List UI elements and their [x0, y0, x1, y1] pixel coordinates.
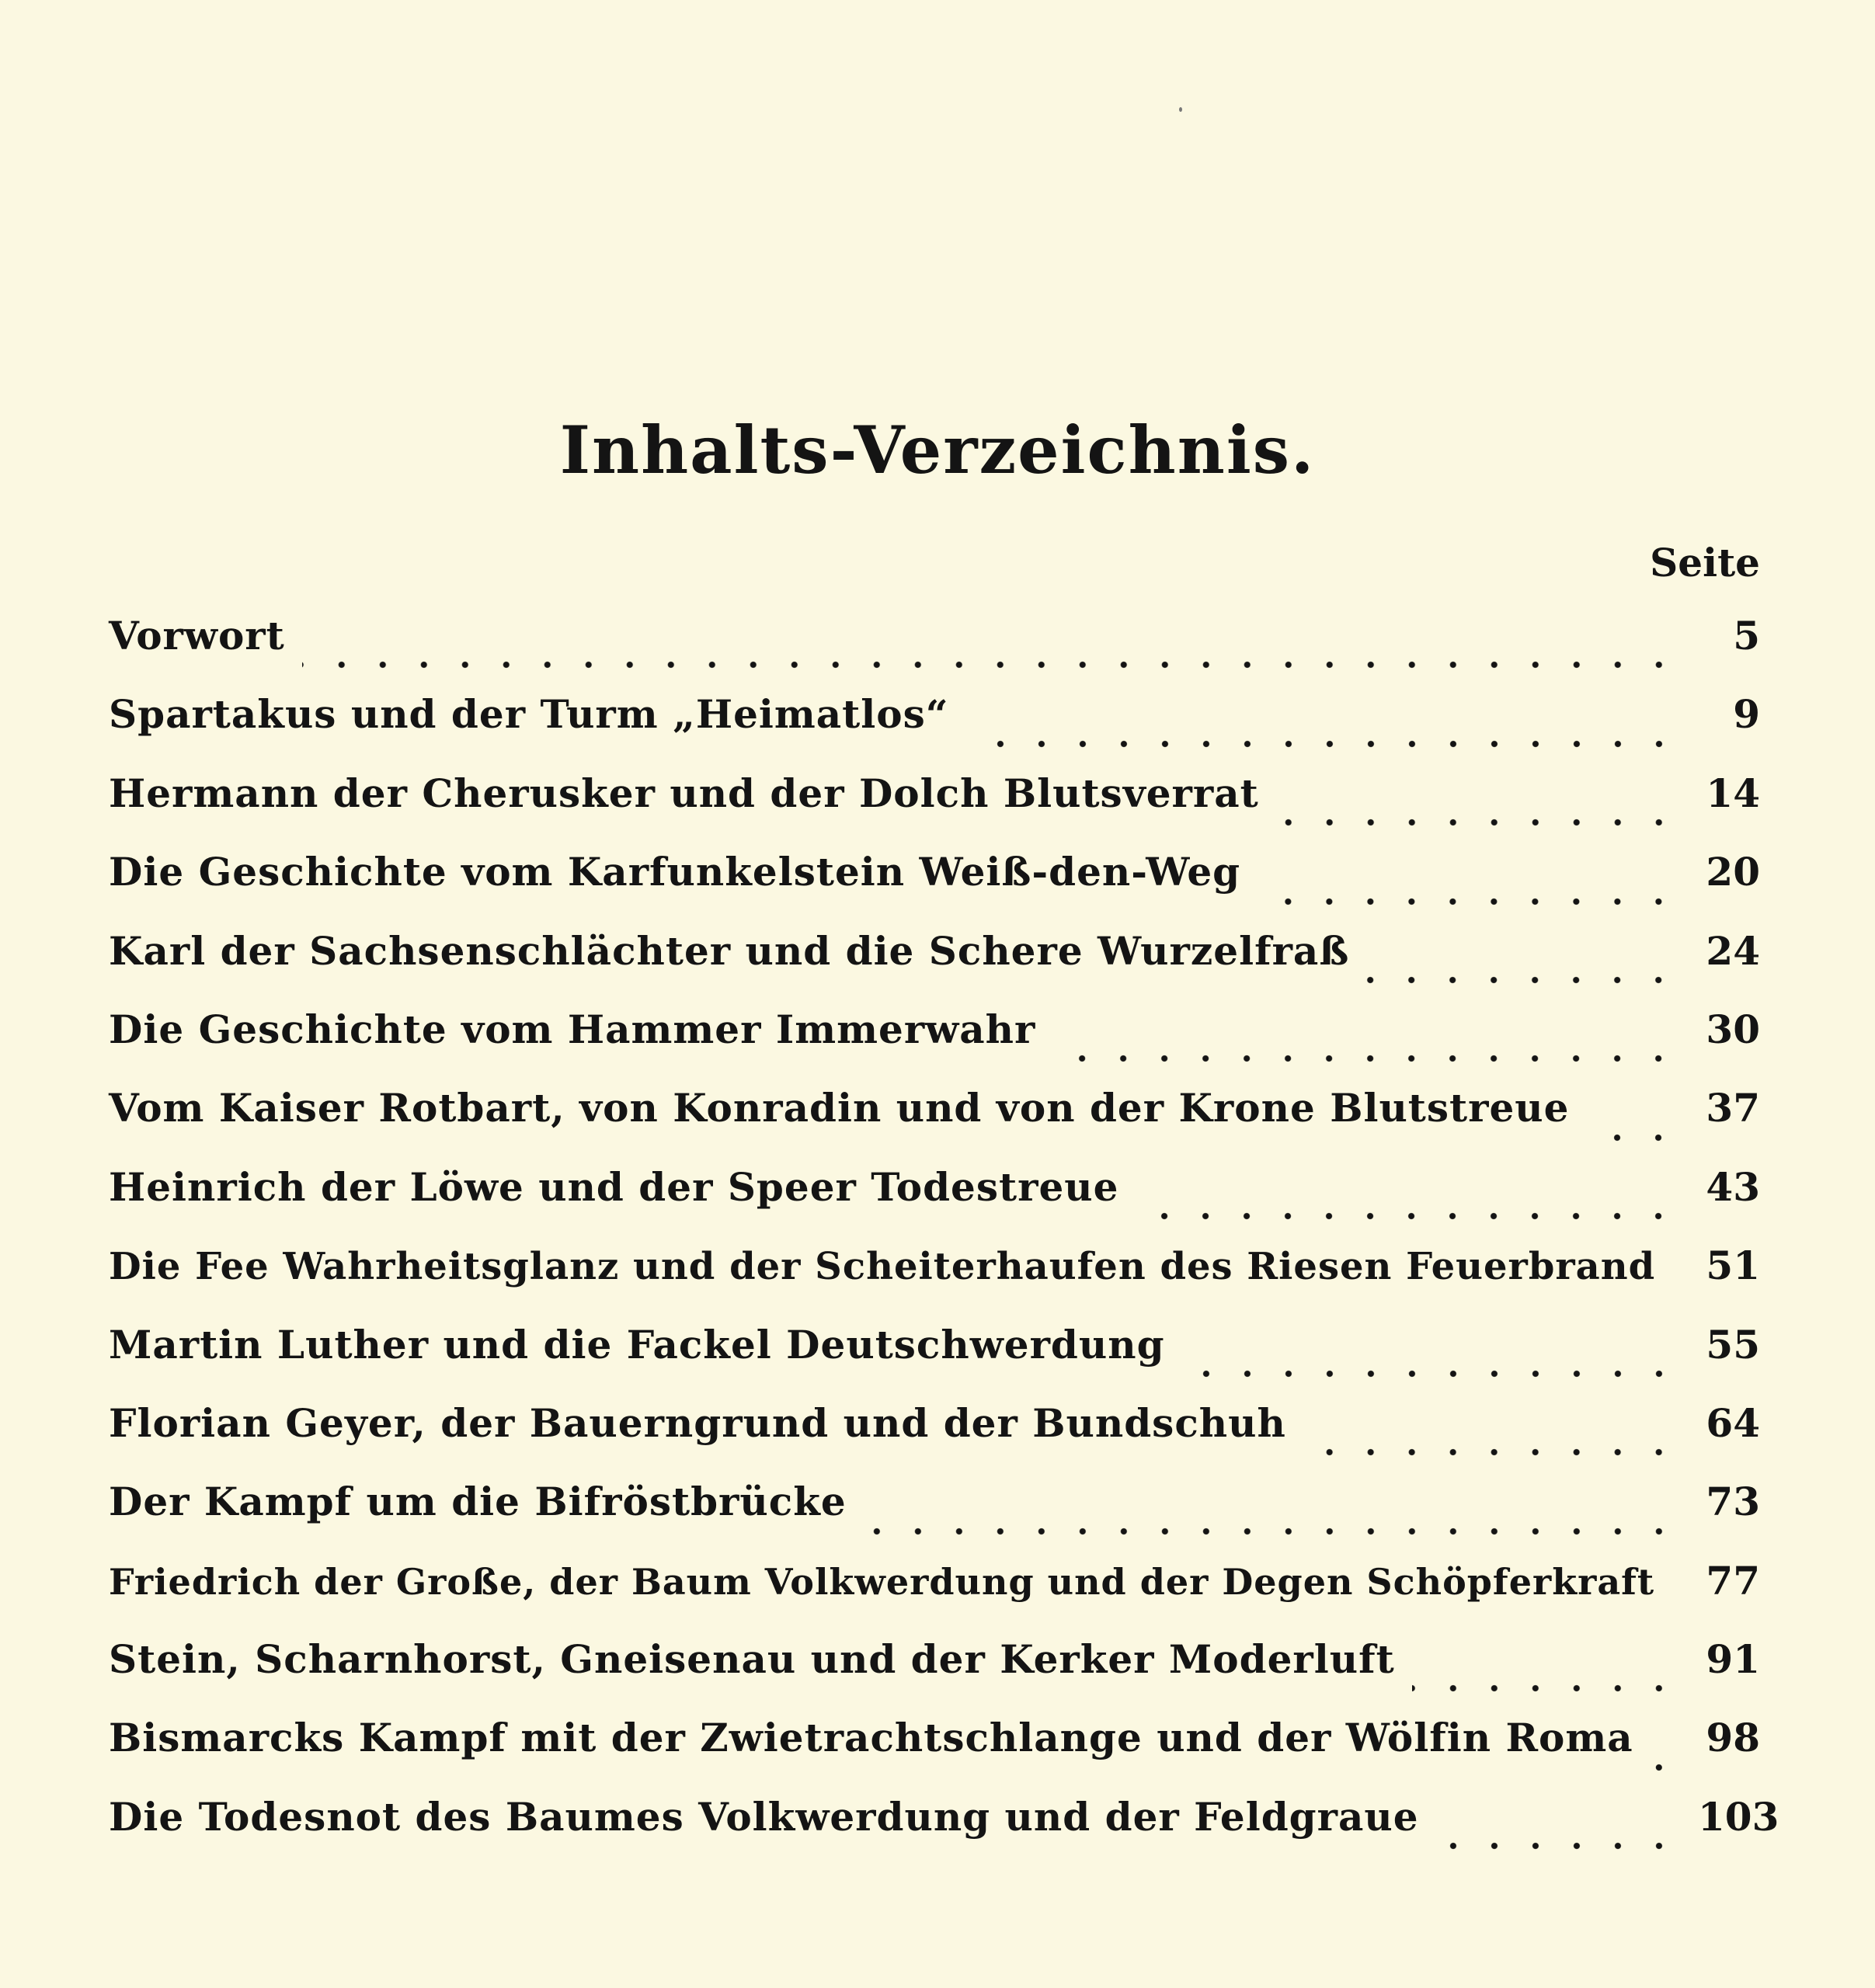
toc-entry-title: Die Fee Wahrheitsglanz und der Scheiterhaufen des Riesen Feuerbrand — [109, 1245, 1656, 1289]
toc-entry-page: 64 — [1706, 1399, 1760, 1446]
toc-entry — [109, 845, 1760, 923]
dot-leader — [1052, 1051, 1679, 1065]
toc-entry-title: Vom Kaiser Rotbart, von Konradin und von der Krone Blutstreue — [109, 1085, 1570, 1131]
toc-entry — [109, 924, 1760, 1003]
paper-speck — [1179, 107, 1182, 112]
dot-leader — [864, 1524, 1679, 1538]
toc-entry — [109, 1239, 1760, 1317]
dot-leader — [966, 737, 1679, 751]
toc-entry-title: Die Todesnot des Baumes Volkwerdung und der Feldgraue — [109, 1793, 1419, 1840]
page-column-header: Seite — [1650, 540, 1760, 586]
toc-entry-page: 14 — [1706, 770, 1760, 816]
toc-entry-title: Die Geschichte vom Hammer Immerwahr — [109, 1006, 1036, 1052]
toc-entry-title: Der Kampf um die Bifröstbrücke — [109, 1479, 847, 1525]
toc-entry-title: Florian Geyer, der Bauerngrund und der Bundschuh — [109, 1399, 1286, 1446]
dot-leader — [1672, 1288, 1679, 1302]
toc-entry — [109, 1160, 1760, 1239]
toc-entry-title: Heinrich der Löwe und der Speer Todestreue — [109, 1163, 1119, 1210]
toc-entry-page: 30 — [1706, 1006, 1760, 1052]
toc-entry-title: Friedrich der Große, der Baum Volkwerdung und der Degen Schöpferkraft — [109, 1560, 1655, 1603]
toc-entry-page: 5 — [1733, 613, 1760, 659]
dot-leader — [1436, 1839, 1679, 1853]
toc-entry-page: 24 — [1706, 927, 1760, 974]
toc-entry-title: Stein, Scharnhorst, Gneisenau und der Kerker Moderluft — [109, 1636, 1395, 1683]
toc-entry-page: 43 — [1706, 1163, 1760, 1210]
toc-entry-title: Die Geschichte vom Karfunkelstein Weiß-den-Weg — [109, 849, 1241, 895]
dot-leader — [1258, 895, 1679, 909]
dot-leader — [1651, 1760, 1679, 1774]
toc-entry — [109, 609, 1760, 687]
toc-entry-page: 98 — [1706, 1715, 1760, 1761]
toc-entry-title: Martin Luther und die Fackel Deutschwerdung — [109, 1321, 1165, 1368]
dot-leader — [1412, 1681, 1679, 1695]
dot-leader — [1136, 1209, 1679, 1223]
toc-entry-title: Hermann der Cherusker und der Dolch Blutsverrat — [109, 770, 1259, 816]
toc-entry — [109, 1711, 1760, 1789]
table-of-contents — [109, 609, 1779, 1868]
page-title: Inhalts-Verzeichnis. — [559, 412, 1316, 488]
toc-entry — [109, 1790, 1779, 1868]
dot-leader — [1182, 1367, 1679, 1381]
toc-entry-page: 37 — [1706, 1085, 1760, 1131]
toc-entry — [109, 1475, 1760, 1553]
toc-entry-title: Vorwort — [109, 613, 285, 659]
toc-entry-title: Bismarcks Kampf mit der Zwietrachtschlange und der Wölfin Roma — [109, 1715, 1633, 1761]
toc-entry — [109, 1632, 1760, 1711]
toc-entry-title: Spartakus und der Turm „Heimatlos“ — [109, 691, 949, 738]
toc-entry-page: 77 — [1706, 1557, 1760, 1604]
toc-entry-title: Karl der Sachsenschlächter und die Schere Wurzelfraß — [109, 927, 1350, 974]
dot-leader — [1366, 973, 1679, 987]
toc-entry — [109, 1554, 1760, 1632]
toc-entry — [109, 1396, 1760, 1475]
toc-entry — [109, 1003, 1760, 1081]
toc-entry — [109, 687, 1760, 766]
toc-entry — [109, 766, 1760, 845]
dot-leader — [1586, 1131, 1679, 1145]
dot-leader — [1303, 1445, 1679, 1459]
toc-entry — [109, 1318, 1760, 1396]
toc-entry-page: 55 — [1706, 1321, 1760, 1368]
dot-leader — [1276, 815, 1679, 829]
toc-entry — [109, 1081, 1760, 1159]
dot-leader — [1671, 1603, 1679, 1617]
toc-entry-page: 91 — [1706, 1636, 1760, 1683]
toc-entry-page: 9 — [1733, 691, 1760, 738]
toc-entry-page: 73 — [1706, 1479, 1760, 1525]
dot-leader — [302, 658, 1679, 672]
toc-entry-page: 20 — [1706, 849, 1760, 895]
toc-entry-page: 51 — [1706, 1242, 1760, 1289]
toc-entry-page: 103 — [1698, 1793, 1779, 1840]
